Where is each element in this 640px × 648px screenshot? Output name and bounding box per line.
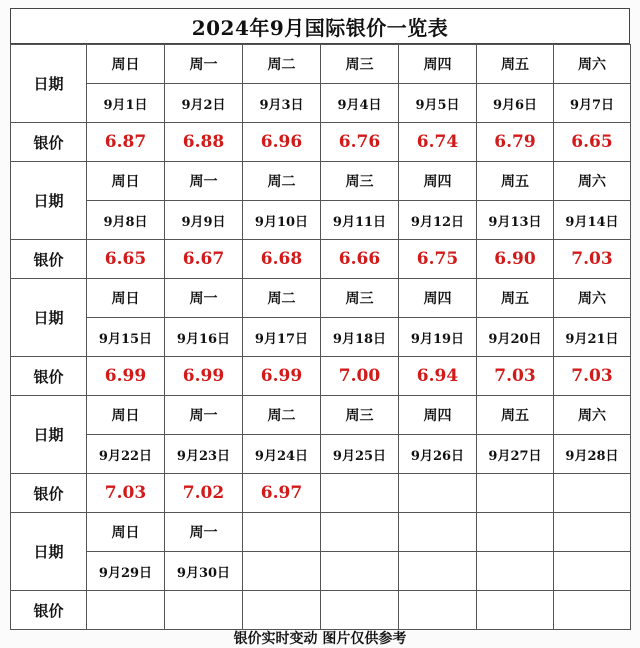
weekday-cell: 周四 (399, 396, 477, 435)
sheet-title: 2024年9月国际银价一览表 (10, 8, 630, 44)
date-cell: 9月21日 (554, 318, 631, 357)
price-row (11, 474, 631, 513)
weekday-cell: 周五 (477, 396, 554, 435)
date-row (11, 435, 631, 474)
weekday-cell: 周日 (87, 279, 165, 318)
weekday-cell: 周一 (165, 45, 243, 84)
price-cell (399, 474, 477, 513)
price-cell (321, 474, 399, 513)
price-cell: 6.65 (87, 240, 165, 279)
price-cell (165, 591, 243, 630)
date-cell: 9月16日 (165, 318, 243, 357)
date-cell: 9月4日 (321, 84, 399, 123)
price-row-label: 银价 (11, 474, 87, 513)
date-cell: 9月11日 (321, 201, 399, 240)
weekday-row (11, 162, 631, 201)
date-cell: 9月14日 (554, 201, 631, 240)
price-cell (554, 591, 631, 630)
weekday-cell: 周三 (321, 396, 399, 435)
weekday-cell: 周五 (477, 279, 554, 318)
date-cell: 9月9日 (165, 201, 243, 240)
price-cell: 7.03 (554, 357, 631, 396)
price-cell: 6.67 (165, 240, 243, 279)
price-table (10, 44, 631, 630)
date-cell: 9月17日 (243, 318, 321, 357)
date-cell: 9月3日 (243, 84, 321, 123)
price-row-label: 银价 (11, 357, 87, 396)
weekday-cell: 周六 (554, 45, 631, 84)
price-cell: 6.76 (321, 123, 399, 162)
weekday-cell (554, 513, 631, 552)
date-cell: 9月23日 (165, 435, 243, 474)
date-cell: 9月25日 (321, 435, 399, 474)
date-cell: 9月13日 (477, 201, 554, 240)
price-cell: 6.99 (243, 357, 321, 396)
price-cell (477, 474, 554, 513)
weekday-cell: 周六 (554, 279, 631, 318)
weekday-cell: 周二 (243, 279, 321, 318)
date-cell: 9月20日 (477, 318, 554, 357)
weekday-cell: 周六 (554, 396, 631, 435)
price-cell: 6.68 (243, 240, 321, 279)
price-cell (87, 591, 165, 630)
date-cell: 9月24日 (243, 435, 321, 474)
price-cell: 6.96 (243, 123, 321, 162)
price-cell: 7.00 (321, 357, 399, 396)
price-cell: 6.79 (477, 123, 554, 162)
weekday-cell: 周三 (321, 45, 399, 84)
price-cell: 6.75 (399, 240, 477, 279)
weekday-cell (243, 513, 321, 552)
price-row (11, 240, 631, 279)
date-cell: 9月7日 (554, 84, 631, 123)
price-cell: 7.02 (165, 474, 243, 513)
date-cell: 9月30日 (165, 552, 243, 591)
date-cell: 9月2日 (165, 84, 243, 123)
price-cell (477, 591, 554, 630)
date-row-label: 日期 (11, 279, 87, 357)
price-cell (399, 591, 477, 630)
weekday-cell: 周日 (87, 162, 165, 201)
date-row-label: 日期 (11, 45, 87, 123)
date-cell: 9月15日 (87, 318, 165, 357)
date-cell: 9月28日 (554, 435, 631, 474)
price-cell: 6.66 (321, 240, 399, 279)
date-cell: 9月12日 (399, 201, 477, 240)
weekday-cell: 周四 (399, 279, 477, 318)
date-cell: 9月1日 (87, 84, 165, 123)
weekday-cell: 周六 (554, 162, 631, 201)
date-cell: 9月19日 (399, 318, 477, 357)
weekday-cell: 周二 (243, 396, 321, 435)
price-row (11, 357, 631, 396)
weekday-row (11, 45, 631, 84)
date-cell: 9月8日 (87, 201, 165, 240)
date-cell: 9月29日 (87, 552, 165, 591)
price-cell (321, 591, 399, 630)
price-cell: 7.03 (87, 474, 165, 513)
weekday-cell: 周一 (165, 396, 243, 435)
weekday-cell: 周一 (165, 279, 243, 318)
date-cell: 9月18日 (321, 318, 399, 357)
price-cell: 7.03 (477, 357, 554, 396)
price-cell: 6.88 (165, 123, 243, 162)
weekday-cell: 周二 (243, 162, 321, 201)
price-row-label: 银价 (11, 123, 87, 162)
date-cell: 9月6日 (477, 84, 554, 123)
weekday-cell: 周一 (165, 162, 243, 201)
price-cell: 6.94 (399, 357, 477, 396)
footer-note: 银价实时变动 图片仅供参考 (233, 631, 407, 647)
weekday-cell: 周三 (321, 162, 399, 201)
price-cell: 6.97 (243, 474, 321, 513)
weekday-row (11, 513, 631, 552)
weekday-cell: 周五 (477, 45, 554, 84)
weekday-cell (399, 513, 477, 552)
weekday-cell: 周五 (477, 162, 554, 201)
price-row (11, 591, 631, 630)
date-row (11, 552, 631, 591)
price-row-label: 银价 (11, 591, 87, 630)
date-cell (321, 552, 399, 591)
price-row-label: 银价 (11, 240, 87, 279)
weekday-cell: 周四 (399, 45, 477, 84)
price-cell: 6.87 (87, 123, 165, 162)
price-cell (554, 474, 631, 513)
date-cell (399, 552, 477, 591)
price-cell: 6.74 (399, 123, 477, 162)
date-row (11, 84, 631, 123)
price-cell (243, 591, 321, 630)
weekday-cell: 周日 (87, 45, 165, 84)
weekday-row (11, 396, 631, 435)
weekday-cell: 周二 (243, 45, 321, 84)
price-cell: 6.99 (87, 357, 165, 396)
price-row (11, 123, 631, 162)
price-cell: 6.99 (165, 357, 243, 396)
weekday-cell: 周三 (321, 279, 399, 318)
date-cell (477, 552, 554, 591)
date-cell (554, 552, 631, 591)
weekday-row (11, 279, 631, 318)
date-cell: 9月5日 (399, 84, 477, 123)
date-cell: 9月22日 (87, 435, 165, 474)
date-row-label: 日期 (11, 513, 87, 591)
weekday-cell: 周四 (399, 162, 477, 201)
weekday-cell (321, 513, 399, 552)
weekday-cell: 周一 (165, 513, 243, 552)
weekday-cell: 周日 (87, 396, 165, 435)
date-cell (243, 552, 321, 591)
date-row-label: 日期 (11, 162, 87, 240)
date-row (11, 318, 631, 357)
price-cell: 6.65 (554, 123, 631, 162)
date-row-label: 日期 (11, 396, 87, 474)
price-cell: 6.90 (477, 240, 554, 279)
date-cell: 9月26日 (399, 435, 477, 474)
price-cell: 7.03 (554, 240, 631, 279)
date-row (11, 201, 631, 240)
weekday-cell (477, 513, 554, 552)
weekday-cell: 周日 (87, 513, 165, 552)
date-cell: 9月27日 (477, 435, 554, 474)
date-cell: 9月10日 (243, 201, 321, 240)
